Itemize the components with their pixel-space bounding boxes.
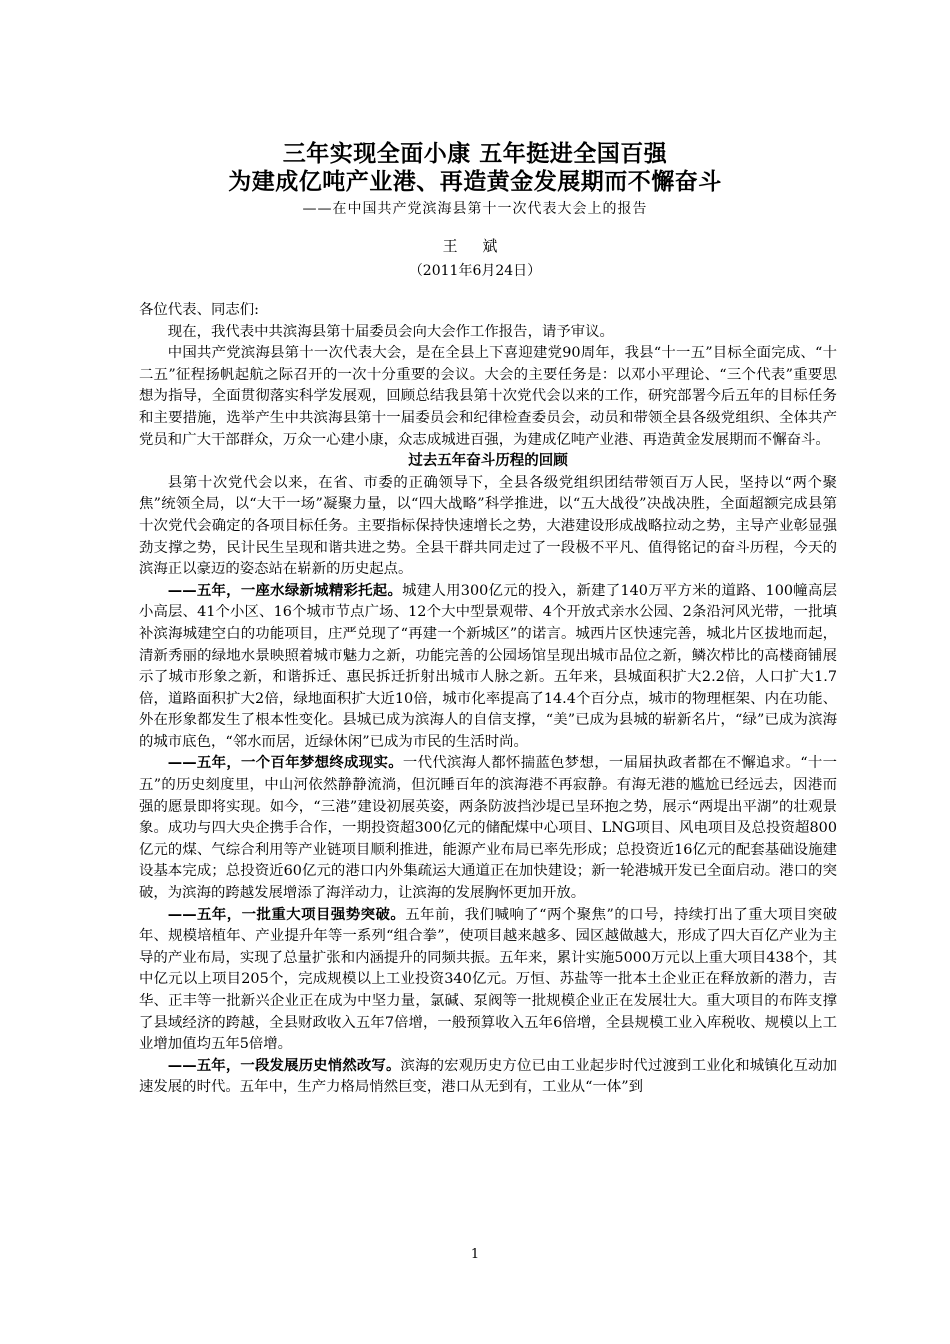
- title-line-1: 三年实现全面小康 五年挺进全国百强: [282, 141, 668, 167]
- point-text: 城建人用300亿元的投入，新建了140万平方米的道路、100幢高层小高层、41个小区、16个城市节点广场、12个大中型景观带、4个开放式亲水公园、2条沿河风光带，一批填补滨海城建空白的功能项目，庄严兑现了“再建一个新城区”的诺言。城西片区快速完善，城北片区拔地而起，清新秀丽的绿地水景映照着城市魅力之新，功能完善的公园场馆呈现出城市品位之新，鳞次栉比的高楼商铺展示了城市形象之新，和谐拆迁、惠民拆迁折射出城市人脉之新。五年来，县城面积扩大2.2倍，人口扩大1.7倍，道路面积扩大2倍，绿地面积扩大近10倍，城市化率提高了14.4个百分点，城市的物理框架、内在功能、外在形象都发生了根本性变化。县城已成为滨海人的自信支撑，“美”已成为县城的崭新名片，“绿”已成为滨海的城市底色，“邻水而居，近绿休闲”已成为市民的生活时尚。: [139, 582, 837, 750]
- intro-paragraph: 现在，我代表中共滨海县第十届委员会向大会作工作报告，请予审议。: [167, 323, 614, 340]
- point-text: 五年前，我们喊响了“两个聚焦”的口号，持续打出了重大项目突破年、规模培植年、产业提升年等一系列“组合拳”，使项目越来越多、园区越做越大，形成了四大百亿产业为主导的产业布局，实现了总量扩张和内涵提升的同频共振。五年来，累计实施5000万元以上重大项目438个，其中亿元以上项目205个，完成规模以上工业投资340亿元。万恒、苏盐等一批本土企业正在释放新的潜力，吉华、正丰等一批新兴企业正在成为中坚力量，氯碱、泵阀等一批规模企业正在发展壮大。重大项目的布阵支撑了县域经济的跨越，全县财政收入五年7倍增，一般预算收入五年6倍增，全县规模工业入库税收、规模以上工业增加值均五年5倍增。: [139, 906, 837, 1053]
- salutation: 各位代表、同志们:: [139, 302, 259, 318]
- point-paragraph: [139, 1056, 837, 1099]
- point-text: 一代代滨海人都怀揣蓝色梦想，一届届执政者都在不懈追求。“十一五”的历史刻度里，中山河依然静静流淌，但沉睡百年的滨海港不再寂静。有海无港的尴尬已经远去，因港而强的愿景即将实现。如今，“三港”建设初展英姿，两条防波挡沙堤已呈环抱之势，展示“两堤出平湖”的壮观景象。成功与四大央企携手合作，一期投资超300亿元的储配煤中心项目、LNG项目、风电项目及总投资超800亿元的煤、气综合利用等产业链项目顺利推进，能源产业布局已率先形成；总投资近16亿元的配套基础设施建设基本完成；总投资近60亿元的港口内外集疏运大通道正在加快建设；新一轮港城开发已全面启动。港口的突破，为滨海的跨越发展增添了海洋动力，让滨海的发展胸怀更加开放。: [139, 755, 837, 902]
- point-paragraph: [139, 753, 837, 904]
- point-paragraph: [139, 581, 837, 754]
- point-lead: ——五年，一座水绿新城精彩托起。: [167, 582, 403, 599]
- author-name: 王 斌: [442, 237, 508, 255]
- point-paragraph: [139, 905, 837, 1056]
- point-text: 滨海的宏观历史方位已由工业起步时代过渡到工业化和城镇化互动加速发展的时代。五年中，生产力格局悄然巨变，港口从无到有，工业从“一体”到: [139, 1057, 837, 1096]
- point-lead: ——五年，一个百年梦想终成现实。: [167, 755, 403, 772]
- section-opening-paragraph: 县第十次党代会以来，在省、市委的正确领导下，全县各级党组织团结带领百万人民，坚持以“两个聚焦”统领全局，以“大干一场”凝聚力量，以“四大战略”科学推进，以“五大战役”决战决胜，全面超额完成县第十次党代会确定的各项目标任务。主要指标保持快速增长之势，大港建设形成战略拉动之势，主导产业彰显强劲支撑之势，民计民生呈现和谐共进之势。全县干群共同走过了一段极不平凡、值得铭记的奋斗历程，今天的滨海正以豪迈的姿态站在崭新的历史起点。: [139, 474, 837, 578]
- report-date: （2011年6月24日）: [408, 263, 542, 279]
- page-number: 1: [470, 1247, 480, 1262]
- section-heading: 过去五年奋斗历程的回顾: [408, 453, 568, 470]
- intro-paragraph: 中国共产党滨海县第十一次代表大会，是在全县上下喜迎建党90周年，我县“十一五”目标全面完成、“十二五”征程扬帆起航之际召开的一次十分重要的会议。大会的主要任务是：以邓小平理论、“三个代表”重要思想为指导，全面贯彻落实科学发展观，回顾总结我县第十次党代会以来的工作，研究部署今后五年的目标任务和主要措施，选举产生中共滨海县第十一届委员会和纪律检查委员会，动员和带领全县各级党组织、全体共产党员和广大干部群众，万众一心建小康，众志成城进百强，为建成亿吨产业港、再造黄金发展期而不懈奋斗。: [139, 345, 837, 448]
- point-lead: ——五年，一段发展历史悄然改写。: [167, 1057, 401, 1074]
- title-block: [0, 140, 950, 220]
- report-body: [139, 300, 837, 1099]
- title-line-2: 为建成亿吨产业港、再造黄金发展期而不懈奋斗: [228, 169, 722, 195]
- subtitle: ——在中国共产党滨海县第十一次代表大会上的报告: [302, 201, 648, 217]
- point-lead: ——五年，一批重大项目强势突破。: [167, 906, 406, 923]
